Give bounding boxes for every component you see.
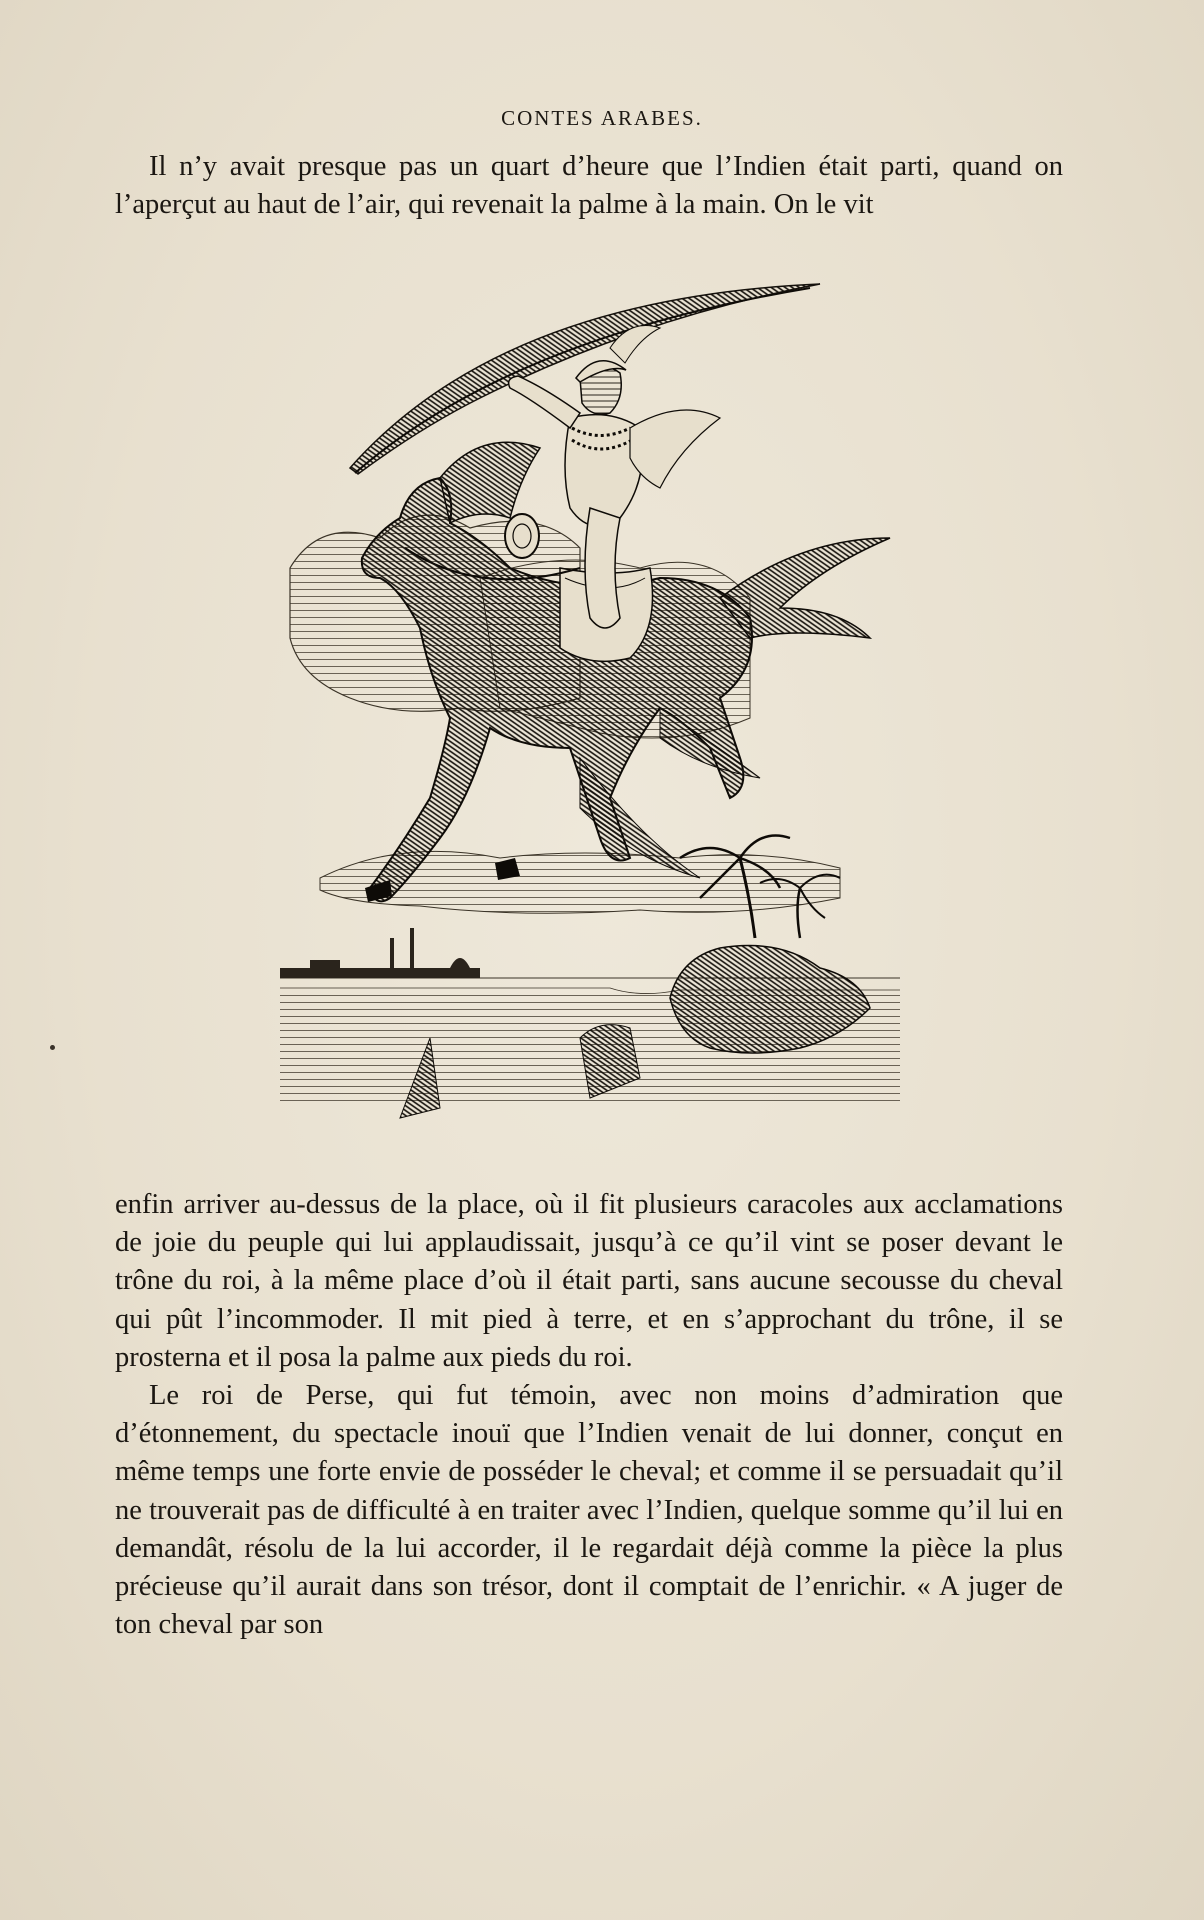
paragraph: Il n’y avait presque pas un quart d’heure que l’Indien était parti, quand on l’aperçut au haut de l’air, qui revenait la palme à la main. On le vit	[115, 151, 1063, 221]
paragraph: Le roi de Perse, qui fut témoin, avec non moins d’admiration que d’étonnement, du spectacle inouï que l’Indien venait de lui donner, conçut en même temps une forte envie de posséder le cheval; et comme il se persuadait qu’il ne trouverait pas de difficulté à en traiter avec l’Indien, quelque somme qu’il lui en demandât, résolu de la lui accorder, il le regardait déjà comme la pièce la plus précieuse qu’il aurait dans son trésor, dont il comptait de l’enrichir. « A juger de ton cheval par son	[115, 1380, 1063, 1641]
ink-speck	[50, 1045, 55, 1050]
running-head: CONTES ARABES.	[501, 106, 703, 130]
text-block-bottom	[115, 1186, 1063, 1644]
horse-icon	[362, 442, 890, 902]
text-block-top	[115, 148, 1063, 224]
flying-horse-engraving-icon	[280, 278, 900, 1124]
paragraph: enfin arriver au-dessus de la place, où il fit plusieurs caracoles aux acclamations de joie du peuple qui lui applaudissait, jusqu’à ce qu’il vint se poser devant le trône du roi, à la même place d’où il était parti, sans aucune secousse du cheval qui pût l’incommoder. Il mit pied à terre, et en s’approchant du trône, il se prosterna et il posa la palme aux pieds du roi.	[115, 1189, 1063, 1373]
